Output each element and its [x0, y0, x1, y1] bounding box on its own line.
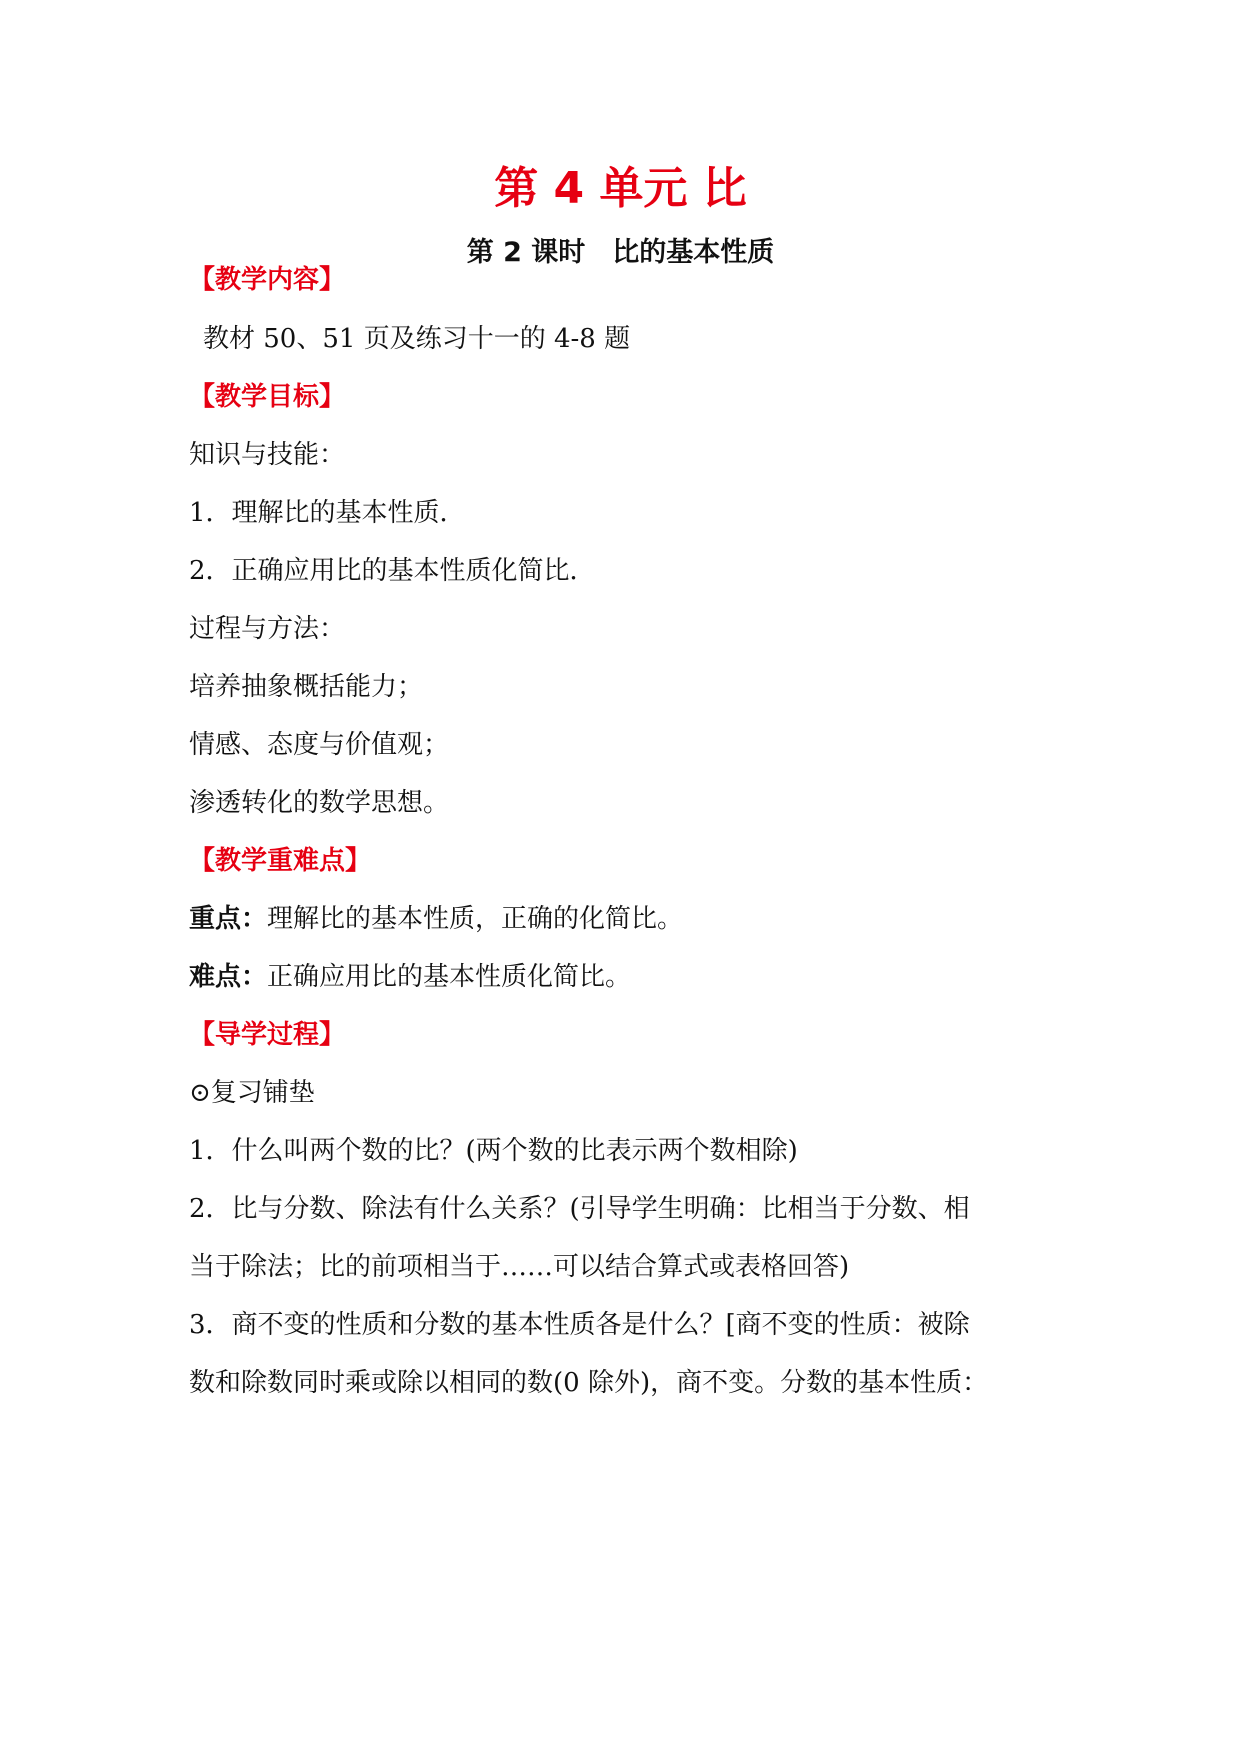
process-method-label: 过程与方法：: [189, 614, 346, 644]
key-point-line: [189, 902, 1069, 936]
difficult-point-text: 正确应用比的基本性质化简比。: [267, 962, 632, 992]
key-point-label: 重点：: [189, 904, 268, 934]
heading-teaching-content: 【教学内容】: [189, 265, 346, 295]
process-method-text: 培养抽象概括能力；: [189, 672, 424, 702]
heading-teaching-goals: 【教学目标】: [189, 382, 346, 412]
heading-key-difficult-points: 【教学重难点】: [189, 846, 372, 876]
question-2-line-2: 当于除法；比的前项相当于……可以结合算式或表格回答): [189, 1252, 850, 1282]
teaching-content-text: 教材 50、51 页及练习十一的 4-8 题: [203, 324, 631, 354]
knowledge-skill-label: 知识与技能：: [189, 440, 346, 470]
unit-title: 第 4 单元 比: [494, 163, 747, 214]
heading-guided-process: 【导学过程】: [189, 1020, 346, 1050]
key-point-text: 理解比的基本性质，正确的化简比。: [267, 904, 684, 934]
question-1: 1．什么叫两个数的比？(两个数的比表示两个数相除): [189, 1136, 798, 1166]
difficult-point-label: 难点：: [189, 962, 268, 992]
goal-item-1: 1．理解比的基本性质．: [189, 498, 466, 528]
review-label: ⊙复习铺垫: [189, 1078, 315, 1108]
emotion-attitude-text: 渗透转化的数学思想。: [189, 788, 450, 818]
question-3-line-2: 数和除数同时乘或除以相同的数(0 除外)，商不变。分数的基本性质：: [189, 1368, 989, 1398]
question-3-line-1: 3．商不变的性质和分数的基本性质各是什么？[商不变的性质：被除: [189, 1310, 970, 1340]
question-2-line-1: 2．比与分数、除法有什么关系？(引导学生明确：比相当于分数、相: [189, 1194, 970, 1224]
difficult-point-line: [189, 960, 1069, 994]
goal-item-2: 2．正确应用比的基本性质化简比．: [189, 556, 596, 586]
lesson-subtitle: 第 2 课时 比的基本性质: [466, 237, 775, 268]
emotion-attitude-label: 情感、态度与价值观；: [189, 730, 450, 760]
